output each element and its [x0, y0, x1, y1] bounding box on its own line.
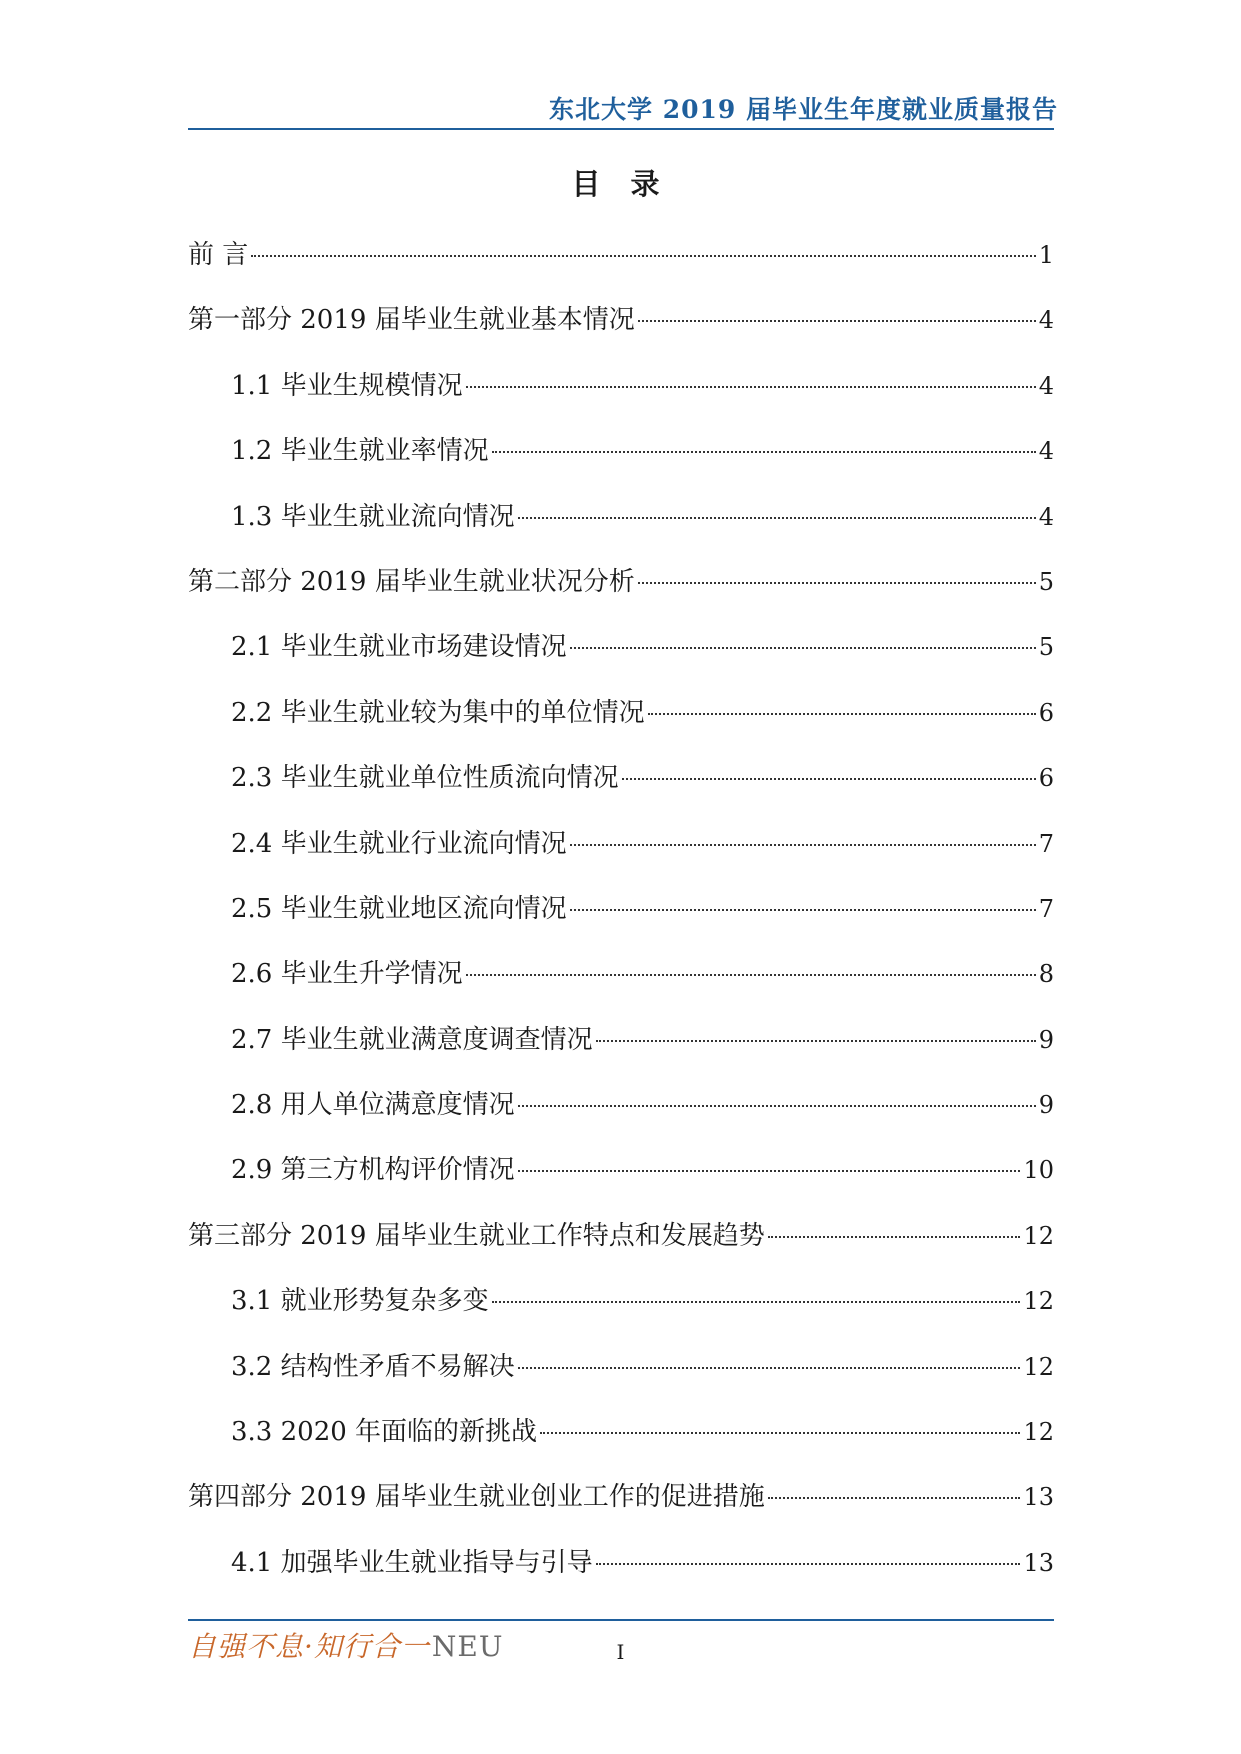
toc-entry-label: 3.3 2020 年面临的新挑战	[231, 1417, 538, 1448]
toc-entry-label: 2.5 毕业生就业地区流向情况	[231, 893, 567, 924]
toc-dot-leader	[518, 1367, 1021, 1369]
toc-dot-leader	[768, 1497, 1021, 1499]
toc-dot-leader	[638, 320, 1036, 322]
toc-entry[interactable]	[188, 888, 1054, 953]
toc-entry-page: 4	[1038, 437, 1054, 466]
toc-entry-page: 9	[1038, 1091, 1054, 1120]
table-of-contents	[188, 234, 1054, 1607]
toc-entry-label: 3.1 就业形势复杂多变	[231, 1286, 489, 1317]
toc-entry-page: 5	[1038, 567, 1054, 596]
toc-dot-leader	[540, 1432, 1020, 1434]
toc-entry-label: 第三部分 2019 届毕业生就业工作特点和发展趋势	[188, 1220, 765, 1251]
toc-entry-label: 1.1 毕业生规模情况	[231, 370, 463, 401]
toc-entry-page: 8	[1038, 960, 1054, 989]
toc-dot-leader	[596, 1040, 1036, 1042]
toc-entry-label: 前 言	[188, 240, 249, 270]
toc-dot-leader	[622, 778, 1036, 780]
toc-entry-label: 2.1 毕业生就业市场建设情况	[231, 632, 567, 663]
toc-entry-page: 12	[1023, 1221, 1054, 1250]
toc-entry-page: 9	[1038, 1025, 1054, 1054]
toc-entry-page: 1	[1038, 241, 1054, 269]
toc-entry-label: 4.1 加强毕业生就业指导与引导	[231, 1547, 593, 1578]
toc-entry-page: 12	[1023, 1287, 1054, 1316]
toc-dot-leader	[466, 974, 1036, 976]
header-divider	[188, 128, 1054, 130]
toc-dot-leader	[648, 713, 1036, 715]
toc-entry-page: 7	[1038, 829, 1054, 858]
toc-entry[interactable]	[188, 626, 1054, 691]
toc-entry[interactable]	[188, 430, 1054, 495]
toc-entry[interactable]	[188, 1215, 1054, 1280]
toc-entry-label: 2.2 毕业生就业较为集中的单位情况	[231, 697, 645, 728]
toc-entry-page: 5	[1038, 633, 1054, 662]
toc-entry-page: 4	[1038, 371, 1054, 400]
toc-entry[interactable]	[188, 561, 1054, 626]
toc-entry-label: 2.9 第三方机构评价情况	[231, 1155, 515, 1186]
toc-entry-page: 7	[1038, 894, 1054, 923]
toc-entry-label: 2.8 用人单位满意度情况	[231, 1090, 515, 1121]
toc-entry[interactable]	[188, 1149, 1054, 1214]
toc-entry[interactable]	[188, 953, 1054, 1018]
toc-dot-leader	[466, 386, 1036, 388]
toc-entry-page: 12	[1023, 1352, 1054, 1381]
toc-entry[interactable]	[188, 1280, 1054, 1345]
toc-entry[interactable]	[188, 1411, 1054, 1476]
toc-entry-page: 10	[1023, 1156, 1054, 1185]
toc-entry[interactable]	[188, 692, 1054, 757]
toc-entry-label: 3.2 结构性矛盾不易解决	[231, 1351, 515, 1382]
motto-neu-mark: NEU	[431, 1630, 504, 1663]
toc-dot-leader	[570, 909, 1036, 911]
toc-entry-page: 13	[1023, 1548, 1054, 1577]
toc-entry-page: 6	[1038, 764, 1054, 793]
toc-entry-label: 2.7 毕业生就业满意度调查情况	[231, 1024, 593, 1055]
toc-entry-label: 2.4 毕业生就业行业流向情况	[231, 828, 567, 859]
toc-entry-label: 1.2 毕业生就业率情况	[231, 436, 489, 467]
toc-entry[interactable]	[188, 365, 1054, 430]
toc-entry-label: 2.3 毕业生就业单位性质流向情况	[231, 763, 619, 794]
toc-dot-leader	[596, 1563, 1021, 1565]
toc-dot-leader	[518, 1170, 1021, 1172]
toc-entry[interactable]	[188, 496, 1054, 561]
motto-text: 自强不息·知行合一	[188, 1630, 430, 1663]
page-number: I	[616, 1640, 625, 1664]
toc-entry-label: 第四部分 2019 届毕业生就业创业工作的促进措施	[188, 1482, 765, 1513]
footer-divider	[188, 1619, 1054, 1621]
toc-entry-label: 第一部分 2019 届毕业生就业基本情况	[188, 305, 635, 336]
toc-entry-label: 第二部分 2019 届毕业生就业状况分析	[188, 566, 635, 597]
toc-entry[interactable]	[188, 1084, 1054, 1149]
toc-entry-page: 6	[1038, 698, 1054, 727]
toc-dot-leader	[492, 451, 1036, 453]
toc-dot-leader	[638, 582, 1036, 584]
toc-entry[interactable]	[188, 1542, 1054, 1607]
toc-dot-leader	[492, 1301, 1021, 1303]
report-header-title: 东北大学 2019 届毕业生年度就业质量报告	[549, 95, 1058, 124]
toc-dot-leader	[518, 1105, 1036, 1107]
toc-dot-leader	[518, 517, 1036, 519]
toc-entry[interactable]	[188, 299, 1054, 364]
toc-dot-leader	[768, 1236, 1021, 1238]
toc-entry-page: 12	[1023, 1418, 1054, 1447]
toc-entry-page: 4	[1038, 502, 1054, 531]
toc-entry-page: 13	[1023, 1483, 1054, 1512]
toc-entry-label: 2.6 毕业生升学情况	[231, 959, 463, 990]
toc-entry-page: 4	[1038, 306, 1054, 335]
toc-dot-leader	[251, 255, 1035, 257]
toc-heading: 目 录	[571, 167, 670, 201]
toc-entry[interactable]	[188, 823, 1054, 888]
toc-entry-label: 1.3 毕业生就业流向情况	[231, 501, 515, 532]
toc-dot-leader	[570, 844, 1036, 846]
toc-entry[interactable]	[188, 1476, 1054, 1541]
toc-entry[interactable]	[188, 234, 1054, 299]
toc-dot-leader	[570, 647, 1036, 649]
toc-entry[interactable]	[188, 757, 1054, 822]
toc-entry[interactable]	[188, 1019, 1054, 1084]
toc-entry[interactable]	[188, 1346, 1054, 1411]
